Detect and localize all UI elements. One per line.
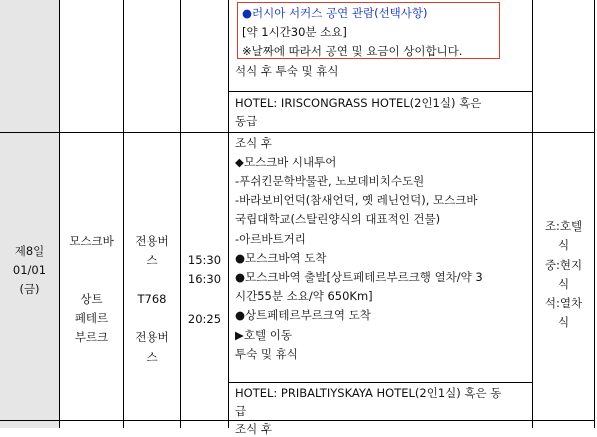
- city-spb-2: 페테르: [74, 311, 109, 325]
- time-1: 15:30: [187, 253, 222, 267]
- weekday-label: (금): [19, 282, 40, 296]
- meal-lunch: 중:현지: [544, 258, 583, 272]
- schedule-line: ▶호텔 이동: [235, 328, 292, 342]
- hotel-line-cont: 급: [235, 404, 247, 418]
- optional-tour-title: ●러시아 서커스 공연 관람(선택사항): [242, 6, 428, 20]
- city-spb-1: 상트: [80, 292, 103, 306]
- grid-line-v: [594, 0, 595, 428]
- meal-dinner-cont: 식: [557, 315, 570, 329]
- day-label: 제8일: [14, 244, 45, 258]
- grid-line-h: [228, 91, 532, 92]
- meal-dinner: 석:열차: [544, 296, 583, 310]
- schedule-line: ●상트페테르부르크역 도착: [235, 308, 371, 322]
- meal-breakfast-cont: 식: [557, 238, 570, 252]
- schedule-line: 조식 후: [235, 136, 272, 150]
- transport-bus-1a: 전용버: [135, 234, 169, 248]
- after-dinner-text: 석식 후 투숙 및 휴식: [235, 64, 339, 78]
- hotel-line: HOTEL: IRISCONGRASS HOTEL(2인1실) 혹은: [235, 96, 482, 110]
- city-spb-3: 부르크: [74, 330, 109, 344]
- schedule-line: ●모스크바역 도착: [235, 251, 327, 265]
- transport-train: T768: [137, 292, 167, 306]
- optional-tour-note: ※날짜에 따라서 공연 및 요금이 상이합니다.: [242, 44, 463, 58]
- schedule-line: -바라보비언덕(참새언덕, 옛 레닌언덕), 모스크바: [235, 193, 478, 207]
- transport-bus-1b: 스: [146, 253, 158, 267]
- date-label: 01/01: [12, 263, 47, 277]
- schedule-line: ◆모스크바 시내투어: [235, 155, 337, 169]
- hotel-line-cont: 동급: [235, 114, 258, 128]
- schedule-line: ●모스크바역 출발[상트페테르부르크행 열차/약 3: [235, 270, 483, 284]
- meal-lunch-cont: 식: [557, 277, 570, 291]
- grid-line-h: [228, 382, 532, 383]
- schedule-line: 투숙 및 휴식: [235, 347, 298, 361]
- optional-tour-duration: [약 1시간30분 소요]: [242, 25, 347, 39]
- time-3: 20:25: [187, 312, 222, 326]
- next-row-partial: 조식 후: [235, 422, 272, 436]
- schedule-line: 국립대학교(스탈린양식의 대표적인 건물): [235, 212, 441, 226]
- grid-line-h: [0, 420, 595, 421]
- meal-breakfast: 조:호텔: [544, 219, 583, 233]
- schedule-line: -푸쉬킨문학박물관, 노보데비치수도원: [235, 174, 425, 188]
- day-cell-next: [0, 421, 59, 428]
- schedule-line: 시간55분 소요/약 650Km]: [235, 289, 373, 303]
- grid-line-v: [532, 0, 533, 428]
- grid-line-v: [180, 0, 181, 428]
- grid-line-h: [0, 132, 595, 133]
- transport-bus-2b: 스: [146, 350, 158, 364]
- schedule-line: -아르바트거리: [235, 232, 306, 246]
- grid-line-v: [59, 0, 60, 428]
- time-2: 16:30: [187, 272, 222, 286]
- city-moscow: 모스크바: [69, 234, 114, 248]
- grid-line-v: [228, 0, 229, 428]
- transport-bus-2a: 전용버: [135, 330, 169, 344]
- hotel-line: HOTEL: PRIBALTIYSKAYA HOTEL(2인1실) 혹은 동: [235, 386, 502, 400]
- day-cell-top: [0, 0, 59, 132]
